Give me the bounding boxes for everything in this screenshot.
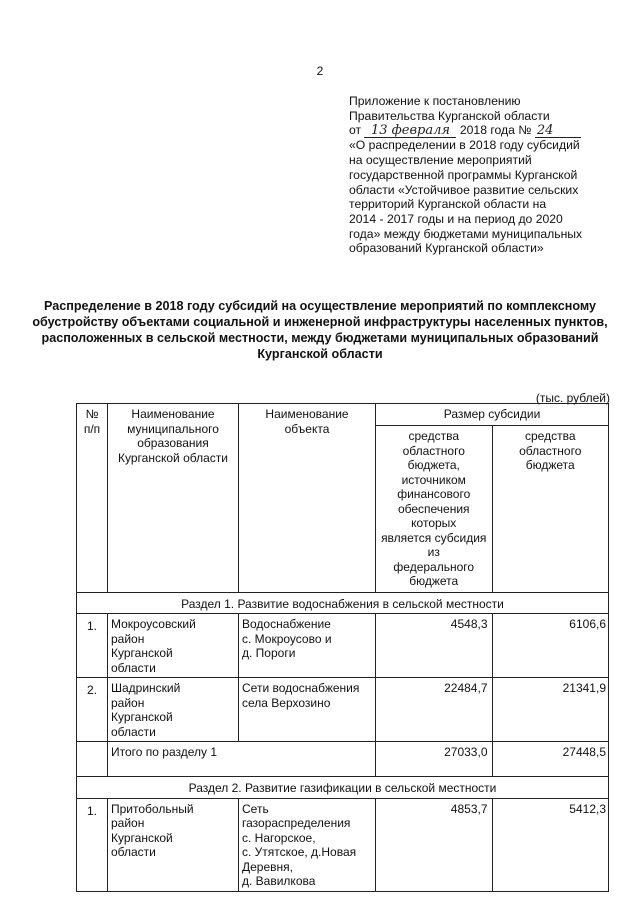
row-regional: 21341,9 [492, 678, 609, 742]
table-row [77, 798, 609, 891]
row-object: Сеть газораспределения с. Нагорское, с. Утятское, д.Новая Деревня, д. Вавилкова [239, 798, 376, 891]
appendix-line: Приложение к постановлению [349, 94, 521, 108]
row-municipality: Притобольный район Курганской области [108, 798, 239, 891]
row-municipality: Шадринский район Курганской области [108, 678, 239, 742]
row-num: 2. [77, 678, 108, 742]
section-title: Раздел 1. Развитие водоснабжения в сельской местности [77, 592, 609, 614]
total-row [77, 742, 609, 777]
total-label: Итого по разделу 1 [108, 742, 376, 777]
document-title: Распределение в 2018 году субсидий на осуществление мероприятий по комплексному обустройству объектами социальной и инженерной инфраструктуры населенных пунктов, расположенных в сельской местности, между бюджетами муниципальных образований Курганской области [32, 299, 608, 361]
appendix-block [349, 94, 619, 256]
total-federal: 27033,0 [376, 742, 493, 777]
appendix-line: Правительства Курганской области [349, 108, 550, 123]
table-row [77, 614, 609, 678]
table-row [77, 678, 609, 742]
header-municipality: Наименование муниципального образования Курганской области [108, 404, 239, 593]
row-federal: 4548,3 [376, 614, 493, 678]
appendix-line: года» между бюджетами муниципальных [349, 226, 583, 241]
appendix-line: государственной программы Курганской [349, 167, 578, 182]
appendix-line: 2014 - 2017 годы и на период до 2020 [349, 211, 563, 226]
header-object: Наименование объекта [239, 404, 376, 593]
table-header-row [77, 404, 609, 426]
handwritten-number: 24 [535, 125, 581, 138]
total-regional: 27448,5 [492, 742, 609, 777]
row-regional: 5412,3 [492, 798, 609, 891]
row-num: 1. [77, 614, 108, 678]
units-label: (тыс. рублей) [535, 391, 610, 405]
row-regional: 6106,6 [492, 614, 609, 678]
handwritten-date: 13 февраля [364, 125, 456, 138]
appendix-line: территорий Курганской области на [349, 197, 547, 212]
header-subsidy-size: Размер субсидии [376, 404, 609, 426]
appendix-line: «О распределении в 2018 году субсидий [349, 138, 580, 153]
row-federal: 4853,7 [376, 798, 493, 891]
section-title: Раздел 2. Развитие газификации в сельской местности [77, 777, 609, 799]
appendix-line: образований Курганской области» [349, 241, 544, 256]
row-object: Сети водоснабжения села Верхозино [239, 678, 376, 742]
appendix-line: области «Устойчивое развитие сельских [349, 182, 579, 197]
row-federal: 22484,7 [376, 678, 493, 742]
from-label: от [349, 123, 362, 138]
header-regional: средства областного бюджета [492, 426, 609, 593]
section-row [77, 592, 609, 614]
row-municipality: Мокроусовский район Курганской области [108, 614, 239, 678]
header-num: № п/п [77, 404, 108, 593]
total-num-empty [77, 742, 108, 777]
row-num: 1. [77, 798, 108, 891]
section-row [77, 777, 609, 799]
header-federal: средства областного бюджета, источником финансового обеспечения которых является субсидия из федерального бюджета [376, 426, 493, 593]
appendix-date-line [349, 123, 619, 138]
appendix-line: на осуществление мероприятий [349, 153, 532, 168]
row-object: Водоснабжение с. Мокроусово и д. Пороги [239, 614, 376, 678]
subsidy-table [76, 403, 609, 892]
year-text: 2018 года № [459, 123, 532, 138]
page-number: 2 [316, 64, 324, 78]
